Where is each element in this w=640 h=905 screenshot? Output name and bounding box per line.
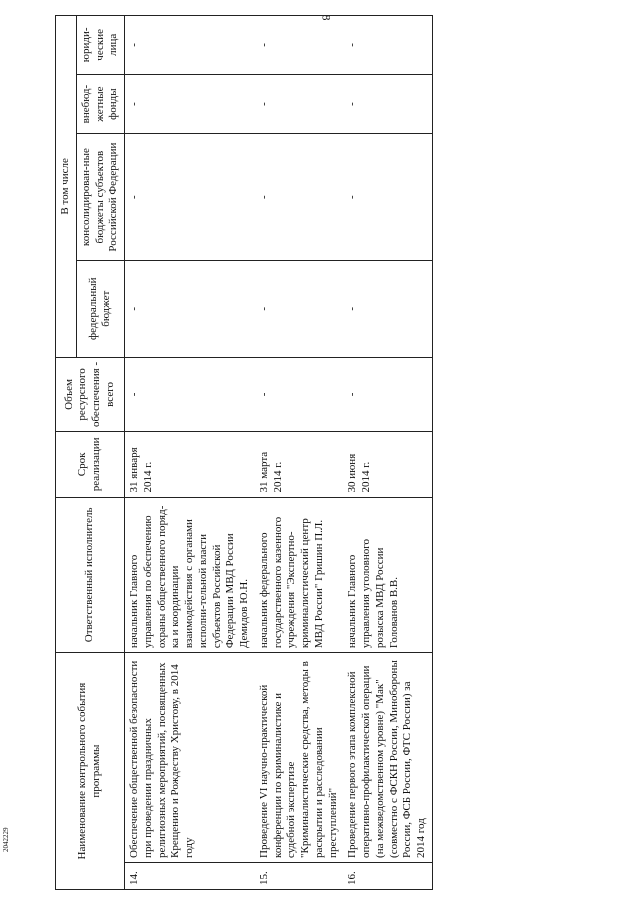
header-total: Объем ресурсного обеспечения - всего [56, 357, 125, 431]
event-name: Проведение VI научно-практической конференции по криминалистике и судебной экспертизе "Криминалистические средства, методы в раскрытии и расследовании преступлений" [255, 653, 344, 863]
table-row [343, 16, 432, 890]
program-events-table [55, 15, 433, 890]
regional-budgets: - [343, 134, 432, 260]
total-funding: - [255, 357, 344, 431]
header-extrabudget: внебюд-жетные фонды [76, 74, 124, 134]
row-number: 16. [343, 862, 432, 889]
regional-budgets: - [255, 134, 344, 260]
responsible-executor: начальник федерального государственного казенного учреждения "Экспертно-криминалистический центр МВД России" Гришин П.Л. [255, 497, 344, 653]
responsible-executor: начальник Главного управления по обеспечению охраны общественного поряд-ка и координации взаимодействия с органами исполни-тельной власти субъектов Российской Федерации МВД России Демидов Ю.Н. [125, 497, 255, 653]
rotated-table-sheet [55, 15, 570, 890]
header-federal: федеральный бюджет [76, 260, 124, 357]
table-row [125, 16, 255, 890]
implementation-term: 31 января 2014 г. [125, 432, 255, 497]
event-name: Обеспечение общественной безопасности при проведении праздничных религиозных мероприятий, посвященных Крещению и Рождеству Христову, в 2014 году [125, 653, 255, 863]
event-name: Проведение первого этапа комплексной оперативно-профилактической операции (на межведомственном уровне) "Мак" (совместно с ФСКН России, Минобороны России, ФСБ России, ФТС России) за 2014 год [343, 653, 432, 863]
table-row [255, 16, 344, 890]
federal-budget: - [343, 260, 432, 357]
federal-budget: - [255, 260, 344, 357]
total-funding: - [125, 357, 255, 431]
header-including: В том числе [56, 16, 77, 358]
header-legal: юриди-ческие лица [76, 16, 124, 75]
legal-entities: - [125, 16, 255, 75]
federal-budget: - [125, 260, 255, 357]
total-funding: - [343, 357, 432, 431]
row-number: 15. [255, 862, 344, 889]
header-executor: Ответственный исполнитель [56, 497, 125, 653]
regional-budgets: - [125, 134, 255, 260]
header-regional: консолидирован-ные бюджеты субъектов Российской Федерации [76, 134, 124, 260]
extrabudget-funds: - [343, 74, 432, 134]
document-id: 2042229 [2, 827, 10, 852]
implementation-term: 31 марта 2014 г. [255, 432, 344, 497]
header-name: Наименование контрольного события программы [56, 653, 125, 890]
responsible-executor: начальник Главного управления уголовного розыска МВД России Голованов В.В. [343, 497, 432, 653]
header-term: Срок реализации [56, 432, 125, 497]
legal-entities: - [343, 16, 432, 75]
extrabudget-funds: - [125, 74, 255, 134]
implementation-term: 30 июня 2014 г. [343, 432, 432, 497]
row-number: 14. [125, 862, 255, 889]
page-number: 8 [319, 14, 334, 21]
legal-entities: - [255, 16, 344, 75]
extrabudget-funds: - [255, 74, 344, 134]
